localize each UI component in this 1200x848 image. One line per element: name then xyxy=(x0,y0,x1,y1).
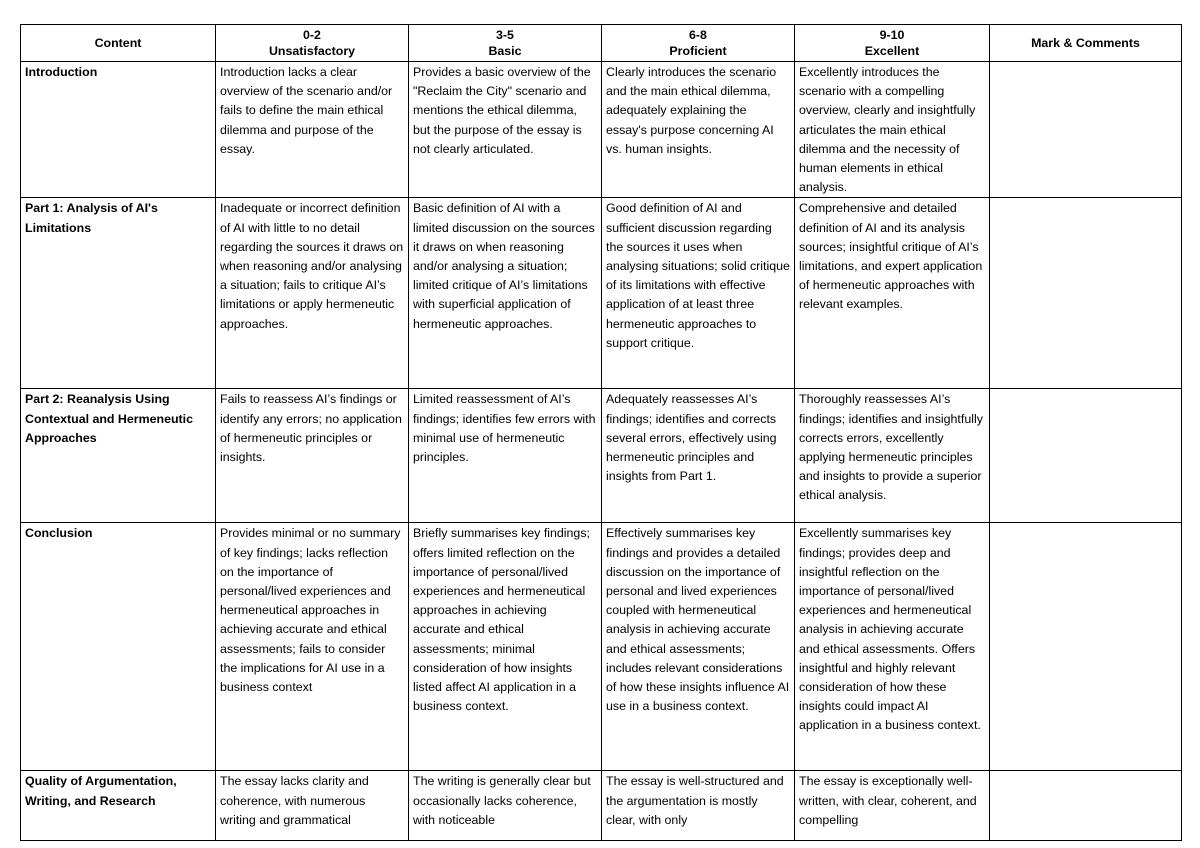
descriptor-unsatisfactory: Inadequate or incorrect definition of AI with little to no detail regarding the sources it draws on when reasoning and/or analysing a situation; fails to critique AI’s limitations or apply hermeneutic approaches. xyxy=(216,198,409,389)
descriptor-unsatisfactory: The essay lacks clarity and coherence, with numerous writing and grammatical xyxy=(216,771,409,841)
descriptor-basic: Limited reassessment of AI’s findings; identifies few errors with minimal use of hermeneutic principles. xyxy=(409,389,602,523)
band-label: Basic xyxy=(488,44,522,58)
descriptor-basic: The writing is generally clear but occasionally lacks coherence, with noticeable xyxy=(409,771,602,841)
content-column-header: Content xyxy=(21,25,216,62)
rubric-header-row xyxy=(21,25,1182,62)
criterion-label: Introduction xyxy=(21,62,216,198)
descriptor-unsatisfactory: Introduction lacks a clear overview of the scenario and/or fails to define the main ethical dilemma and purpose of the essay. xyxy=(216,62,409,198)
mark-comments-cell[interactable] xyxy=(990,523,1182,771)
criterion-label: Part 2: Reanalysis Using Contextual and Hermeneutic Approaches xyxy=(21,389,216,523)
criterion-label: Quality of Argumentation, Writing, and Research xyxy=(21,771,216,841)
band-header-excellent xyxy=(795,25,990,62)
descriptor-basic: Provides a basic overview of the "Reclaim the City" scenario and mentions the ethical dilemma, but the purpose of the essay is not clearly articulated. xyxy=(409,62,602,198)
rubric-row-part1 xyxy=(21,198,1182,389)
rubric-row-quality xyxy=(21,771,1182,841)
descriptor-excellent: Comprehensive and detailed definition of AI and its analysis sources; insightful critique of AI’s limitations, and expert application of hermeneutic approaches with relevant examples. xyxy=(795,198,990,389)
band-label: Proficient xyxy=(669,44,727,58)
band-header-unsatisfactory xyxy=(216,25,409,62)
band-label: Excellent xyxy=(864,44,920,58)
descriptor-basic: Briefly summarises key findings; offers limited reflection on the importance of personal/lived experiences and hermeneutical approaches in achieving accurate and ethical assessments; minimal consideration of how insights listed affect AI application in a business context. xyxy=(409,523,602,771)
rubric-row-conclusion xyxy=(21,523,1182,771)
band-range: 0-2 xyxy=(303,28,321,42)
criterion-label: Part 1: Analysis of AI's Limitations xyxy=(21,198,216,389)
descriptor-excellent: Excellently introduces the scenario with a compelling overview, clearly and insightfully articulates the main ethical dilemma and the necessity of human elements in ethical analysis. xyxy=(795,62,990,198)
band-range: 6-8 xyxy=(689,28,707,42)
descriptor-proficient: Adequately reassesses AI’s findings; identifies and corrects several errors, effectively using hermeneutic principles and insights from Part 1. xyxy=(602,389,795,523)
rubric-document xyxy=(20,24,1181,827)
descriptor-proficient: Good definition of AI and sufficient discussion regarding the sources it uses when analysing situations; solid critique of its limitations with effective application of at least three hermeneutic approaches to support critique. xyxy=(602,198,795,389)
mark-comments-cell[interactable] xyxy=(990,198,1182,389)
band-header-proficient xyxy=(602,25,795,62)
mark-comments-column-header: Mark & Comments xyxy=(990,25,1182,62)
mark-comments-cell[interactable] xyxy=(990,771,1182,841)
rubric-table xyxy=(20,24,1182,841)
rubric-row-part2 xyxy=(21,389,1182,523)
mark-comments-cell[interactable] xyxy=(990,389,1182,523)
band-label: Unsatisfactory xyxy=(268,44,356,58)
descriptor-basic: Basic definition of AI with a limited discussion on the sources it draws on when reasoning and/or analysing a situation; limited critique of AI’s limitations with superficial application of hermeneutic approaches. xyxy=(409,198,602,389)
descriptor-proficient: The essay is well-structured and the argumentation is mostly clear, with only xyxy=(602,771,795,841)
descriptor-unsatisfactory: Provides minimal or no summary of key findings; lacks reflection on the importance of personal/lived experiences and hermeneutical approaches in achieving accurate and ethical assessments; fails to consider the implications for AI use in a business context xyxy=(216,523,409,771)
descriptor-excellent: Thoroughly reassesses AI’s findings; identifies and insightfully corrects errors, excellently applying hermeneutic principles and insights to provide a superior ethical analysis. xyxy=(795,389,990,523)
descriptor-unsatisfactory: Fails to reassess AI’s findings or identify any errors; no application of hermeneutic principles or insights. xyxy=(216,389,409,523)
descriptor-proficient: Clearly introduces the scenario and the main ethical dilemma, adequately explaining the essay's purpose concerning AI vs. human insights. xyxy=(602,62,795,198)
mark-comments-cell[interactable] xyxy=(990,62,1182,198)
band-range: 9-10 xyxy=(879,28,905,42)
band-header-basic xyxy=(409,25,602,62)
criterion-label: Conclusion xyxy=(21,523,216,771)
band-range: 3-5 xyxy=(496,28,514,42)
rubric-row-introduction xyxy=(21,62,1182,198)
descriptor-proficient: Effectively summarises key findings and provides a detailed discussion on the importance of personal and lived experiences coupled with hermeneutical analysis in achieving accurate and ethical assessments; includes relevant considerations of how these insights influence AI use in a business context. xyxy=(602,523,795,771)
descriptor-excellent: The essay is exceptionally well-written, with clear, coherent, and compelling xyxy=(795,771,990,841)
descriptor-excellent: Excellently summarises key findings; provides deep and insightful reflection on the importance of personal/lived experiences and hermeneutical analysis in achieving accurate and ethical assessments. Offers insightful and highly relevant consideration of how these insights could impact AI application in a business context. xyxy=(795,523,990,771)
